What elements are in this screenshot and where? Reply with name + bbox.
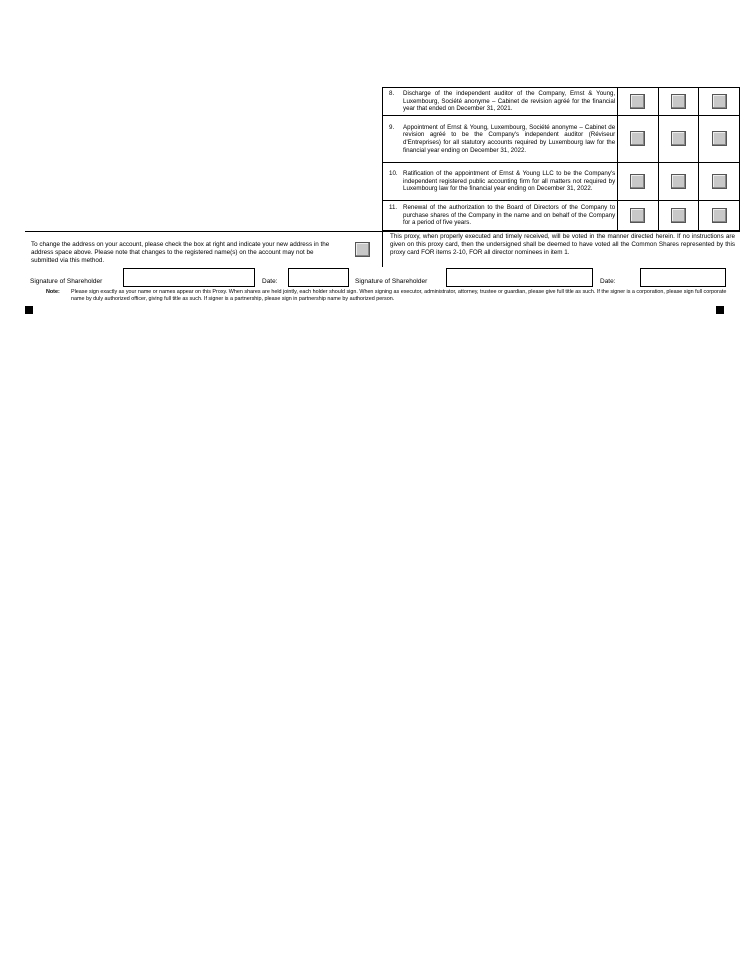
proposal-row-10	[383, 163, 740, 201]
signature-field-2[interactable]	[446, 268, 593, 287]
item-text: Discharge of the independent auditor of the Company, Ernst & Young, Luxembourg, Société anonyme – Cabinet de revision agréé for the financial year that ended on December 31, 2021.	[403, 90, 616, 113]
item-text: Appointment of Ernst & Young, Luxembourg, Société anonyme – Cabinet de revision agréé to be the Company's independent auditor (Réviseur d'Entreprises) for all statutory accounts required by Luxembourg law for the financial year ending on December 31, 2022.	[403, 123, 616, 154]
vote-for-checkbox[interactable]	[630, 174, 645, 189]
address-change-text: To change the address on your account, please check the box at right and indicate your new address in the address space above. Please note that changes to the registered name(s) on the account may not be submitted via this method.	[31, 241, 330, 264]
signature-label-2: Signature of Shareholder	[355, 278, 428, 285]
date-label-2: Date:	[600, 278, 616, 285]
vote-abstain-checkbox[interactable]	[712, 94, 727, 109]
signature-field-1[interactable]	[123, 268, 255, 287]
address-change-checkbox[interactable]	[355, 242, 370, 257]
date-field-2[interactable]	[640, 268, 726, 287]
proposal-row-11	[383, 201, 740, 231]
registration-mark-right	[716, 306, 724, 314]
vote-against-checkbox[interactable]	[671, 174, 686, 189]
date-field-1[interactable]	[288, 268, 349, 287]
item-number: 10.	[389, 170, 398, 178]
vote-abstain-checkbox[interactable]	[712, 208, 727, 223]
item-number: 8.	[389, 90, 395, 98]
note-label: Note:	[46, 289, 60, 295]
item-number: 11.	[389, 204, 398, 212]
proposal-table	[382, 87, 740, 231]
vote-for-checkbox[interactable]	[630, 131, 645, 146]
vote-abstain-checkbox[interactable]	[712, 131, 727, 146]
item-text: Renewal of the authorization to the Board of Directors of the Company to purchase shares of the Company in the name and on behalf of the Company for a period of five years.	[403, 204, 616, 227]
signature-label-1: Signature of Shareholder	[30, 278, 103, 285]
date-label-1: Date:	[262, 278, 278, 285]
proposal-row-8	[383, 88, 740, 116]
proposal-row-9	[383, 116, 740, 163]
note-text: Please sign exactly as your name or names appear on this Proxy. When shares are held jointly, each holder should sign. When signing as executor, administrator, attorney, trustee or guardian, please give full title as such. If the signer is a corporation, please sign full corporate name by duly authorized officer, giving full title as such. If signer is a partnership, please sign in partnership name by authorized person.	[71, 289, 727, 302]
vote-abstain-checkbox[interactable]	[712, 174, 727, 189]
vote-against-checkbox[interactable]	[671, 208, 686, 223]
vote-for-checkbox[interactable]	[630, 94, 645, 109]
proxy-statement: This proxy, when properly executed and timely received, will be voted in the manner directed herein. If no instructions are given on this proxy card, then the undersigned shall be deemed to have voted all the Common Shares represented by this proxy card FOR items 2-10, FOR all director nominees in item 1.	[390, 233, 735, 256]
item-text: Ratification of the appointment of Ernst & Young LLC to be the Company's independent registered public accounting firm for all matters not required by Luxembourg law for the financial year ending on December 31, 2022.	[403, 170, 616, 193]
signing-note	[46, 289, 736, 302]
column-divider	[382, 231, 383, 267]
registration-mark-left	[25, 306, 33, 314]
item-number: 9.	[389, 123, 395, 131]
vote-against-checkbox[interactable]	[671, 131, 686, 146]
vote-for-checkbox[interactable]	[630, 208, 645, 223]
vote-against-checkbox[interactable]	[671, 94, 686, 109]
